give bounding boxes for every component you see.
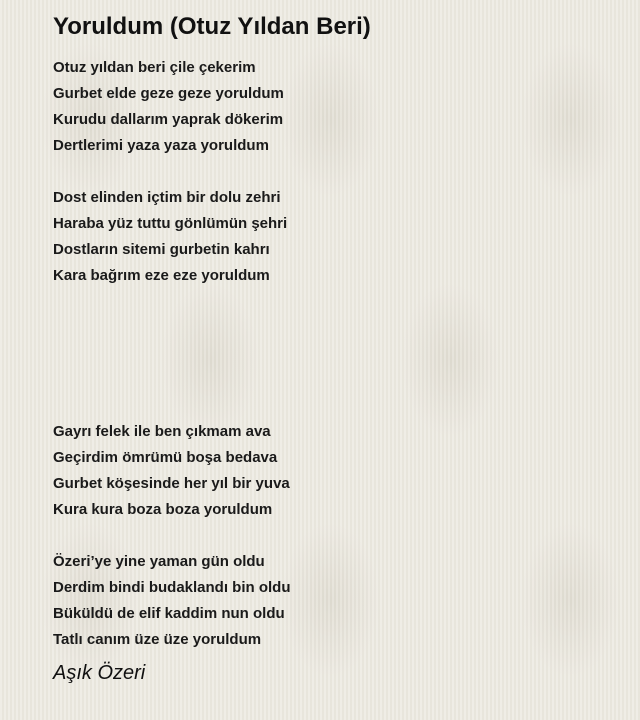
poem-line: Kurudu dallarım yaprak dökerim [53,111,284,128]
poem-line: Tatlı canım üze üze yoruldum [53,631,262,648]
poem-line: Haraba yüz tuttu gönlümün şehri [53,215,288,232]
poem-line: Otuz yıldan beri çile çekerim [53,59,256,76]
poem-line: Kura kura boza boza yoruldum [53,501,273,518]
poem-author: Aşık Özeri [53,662,146,684]
poem-title: Yoruldum (Otuz Yıldan Beri) [53,13,371,40]
stanza-1 [53,55,613,159]
poem-line: Büküldü de elif kaddim nun oldu [53,605,285,622]
poem-line: Dostların sitemi gurbetin kahrı [53,241,270,258]
ad-space [53,289,613,419]
stanza-4 [53,549,613,653]
poem-line: Kara bağrım eze eze yoruldum [53,267,270,284]
poem-line: Dertlerimi yaza yaza yoruldum [53,137,269,154]
stanza-3 [53,419,613,523]
poem-line: Gurbet köşesinde her yıl bir yuva [53,475,290,492]
poem-line: Gayrı felek ile ben çıkmam ava [53,423,271,440]
stanza-2 [53,185,613,289]
poem-line: Gurbet elde geze geze yoruldum [53,85,284,102]
poem-line: Derdim bindi budaklandı bin oldu [53,579,291,596]
poem-page [53,10,613,687]
stanza-spacer [53,523,613,549]
poem-line: Dost elinden içtim bir dolu zehri [53,189,281,206]
poem-line: Geçirdim ömrümü boşa bedava [53,449,278,466]
stanza-spacer [53,159,613,185]
poem-line: Özeri’ye yine yaman gün oldu [53,553,265,570]
